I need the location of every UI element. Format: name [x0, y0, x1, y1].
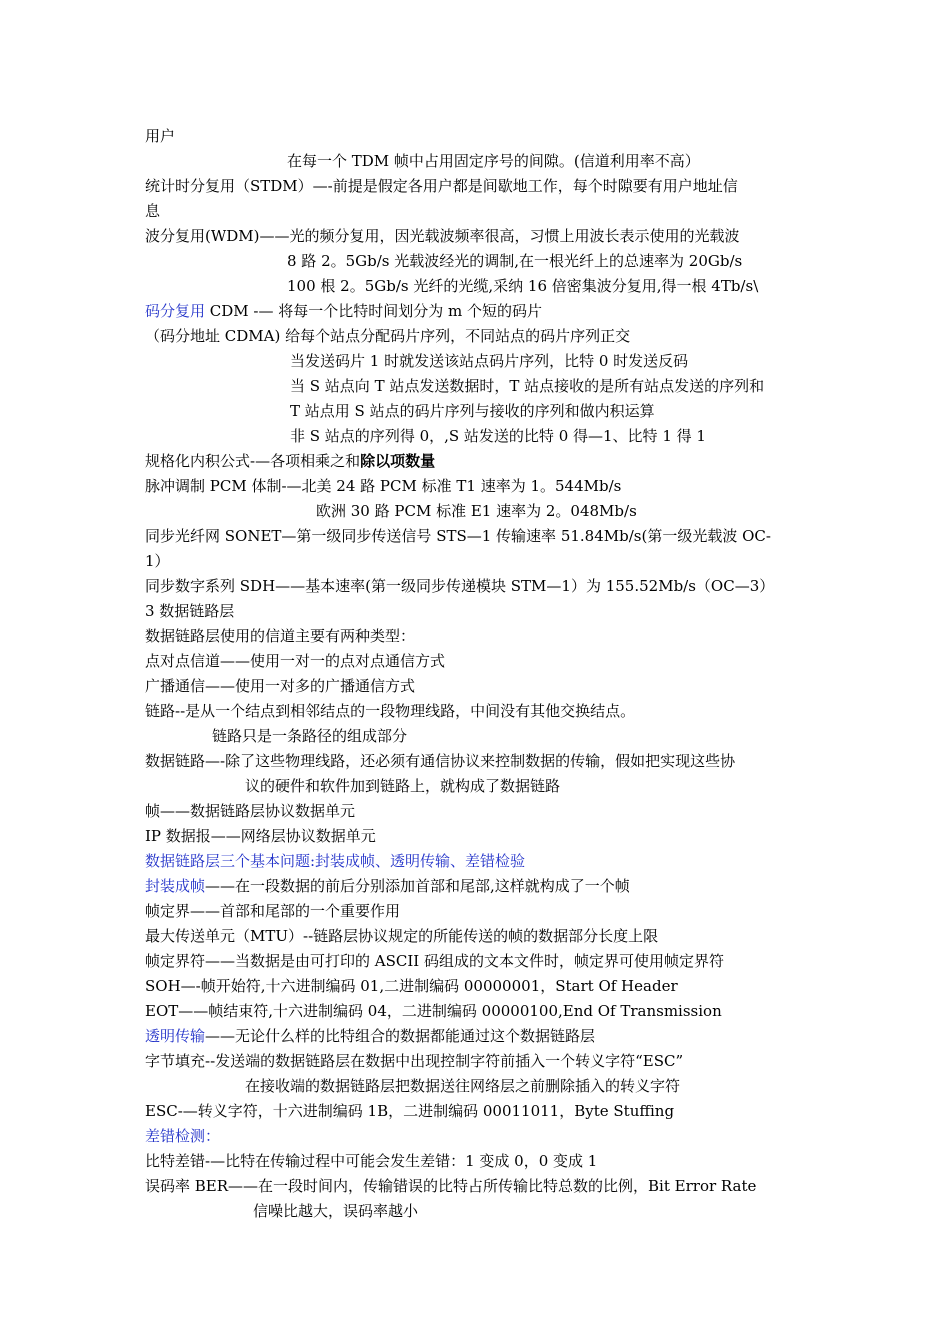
- text-line-31: [145, 876, 630, 896]
- text-line-1: 用户: [145, 127, 176, 145]
- text-line-7: 100 根 2。5Gb/s 光纤的光缆,采纳 16 倍密集波分复用,得一根 4Tb/s\: [287, 277, 759, 295]
- text-line-34: 帧定界符——当数据是由可打印的 ASCII 码组成的文本文件时，帧定界可使用帧定界符: [145, 952, 724, 970]
- text-line-33: 最大传送单元（MTU）--链路层协议规定的所能传送的帧的数据部分长度上限: [145, 927, 659, 945]
- text-line-20: 3 数据链路层: [145, 602, 235, 620]
- text-line-37: [145, 1026, 595, 1046]
- text-line-25: 链路只是一条路径的组成部分: [212, 727, 408, 745]
- text-line-27: 议的硬件和软件加到链路上，就构成了数据链路: [245, 777, 561, 795]
- text-line-21: 数据链路层使用的信道主要有两种类型：: [145, 627, 416, 645]
- section-heading-transparent: 透明传输: [145, 1027, 206, 1045]
- section-heading-cdm: 码分复用: [145, 302, 206, 320]
- text-line-17: 同步光纤网 SONET—第一级同步传送信号 STS—1 传输速率 51.84Mb/s(第一级光载波 OC-: [145, 527, 771, 545]
- text-line-35: SOH—-帧开始符,十六进制编码 01,二进制编码 00000001，Start Of Header: [145, 977, 678, 995]
- section-heading-error-detection: 差错检测：: [145, 1127, 221, 1145]
- text-line-14-start: 规格化内积公式-—各项相乘之和: [145, 452, 361, 470]
- text-line-12: T 站点用 S 站点的码片序列与接收的序列和做内积运算: [290, 402, 655, 420]
- text-line-4: 息: [145, 202, 161, 220]
- text-line-13: 非 S 站点的序列得 0，,S 站发送的比特 0 得—1、比特 1 得 1: [290, 427, 706, 445]
- text-line-22: 点对点信道——使用一对一的点对点通信方式: [145, 652, 446, 670]
- section-heading-three-problems: 数据链路层三个基本问题:封装成帧、透明传输、差错检验: [145, 852, 526, 870]
- text-line-24: 链路--是从一个结点到相邻结点的一段物理线路，中间没有其他交换结点。: [145, 702, 636, 720]
- text-line-39: 在接收端的数据链路层把数据送往网络层之前删除插入的转义字符: [245, 1077, 681, 1095]
- text-line-11: 当 S 站点向 T 站点发送数据时，T 站点接收的是所有站点发送的序列和: [290, 377, 765, 395]
- text-line-28: 帧——数据链路层协议数据单元: [145, 802, 356, 820]
- text-line-44: 信噪比越大，误码率越小: [253, 1202, 419, 1220]
- bold-emphasis: 除以项数量: [360, 452, 436, 470]
- text-line-37-rest: ——无论什么样的比特组合的数据都能通过这个数据链路层: [205, 1027, 596, 1045]
- text-line-8-rest: CDM -— 将每一个比特时间划分为 m 个短的码片: [205, 302, 543, 320]
- text-line-19: 同步数字系列 SDH——基本速率(第一级同步传递模块 STM—1）为 155.52Mb/s（OC—3）: [145, 577, 775, 595]
- text-line-40: ESC-—转义字符，十六进制编码 1B，二进制编码 00011011，Byte Stuffing: [145, 1102, 675, 1120]
- text-line-26: 数据链路—-除了这些物理线路，还必须有通信协议来控制数据的传输，假如把实现这些协: [145, 752, 736, 770]
- text-line-2: 在每一个 TDM 帧中占用固定序号的间隙。(信道利用率不高）: [287, 152, 700, 170]
- text-line-16: 欧洲 30 路 PCM 标准 E1 速率为 2。048Mb/s: [316, 502, 637, 520]
- text-line-23: 广播通信——使用一对多的广播通信方式: [145, 677, 416, 695]
- text-line-6: 8 路 2。5Gb/s 光载波经光的调制,在一根光纤上的总速率为 20Gb/s: [287, 252, 743, 270]
- text-line-5: 波分复用(WDM)——光的频分复用，因光载波频率很高，习惯上用波长表示使用的光载波: [145, 227, 740, 245]
- text-line-42: 比特差错-—比特在传输过程中可能会发生差错：1 变成 0，0 变成 1: [145, 1152, 598, 1170]
- text-line-14: [145, 451, 435, 471]
- text-line-36: EOT——帧结束符,十六进制编码 04，二进制编码 00000100,End Of Transmission: [145, 1002, 722, 1020]
- text-line-29: IP 数据报——网络层协议数据单元: [145, 827, 376, 845]
- text-line-15: 脉冲调制 PCM 体制-—北美 24 路 PCM 标准 T1 速率为 1。544Mb/s: [145, 477, 622, 495]
- text-line-9: （码分地址 CDMA) 给每个站点分配码片序列，不同站点的码片序列正交: [145, 327, 631, 345]
- section-heading-framing: 封装成帧: [145, 877, 206, 895]
- text-line-3: 统计时分复用（STDM）—-前提是假定各用户都是间歇地工作，每个时隙要有用户地址信: [145, 177, 738, 195]
- text-line-43: 误码率 BER——在一段时间内，传输错误的比特占所传输比特总数的比例，Bit Error Rate: [145, 1177, 757, 1195]
- text-line-31-rest: ——在一段数据的前后分别添加首部和尾部,这样就构成了一个帧: [205, 877, 630, 895]
- text-line-8: [145, 301, 542, 321]
- text-line-10: 当发送码片 1 时就发送该站点码片序列，比特 0 时发送反码: [290, 352, 689, 370]
- text-line-18: 1）: [145, 552, 170, 570]
- text-line-32: 帧定界——首部和尾部的一个重要作用: [145, 902, 401, 920]
- text-line-38: 字节填充--发送端的数据链路层在数据中出现控制字符前插入一个转义字符“ESC”: [145, 1052, 684, 1070]
